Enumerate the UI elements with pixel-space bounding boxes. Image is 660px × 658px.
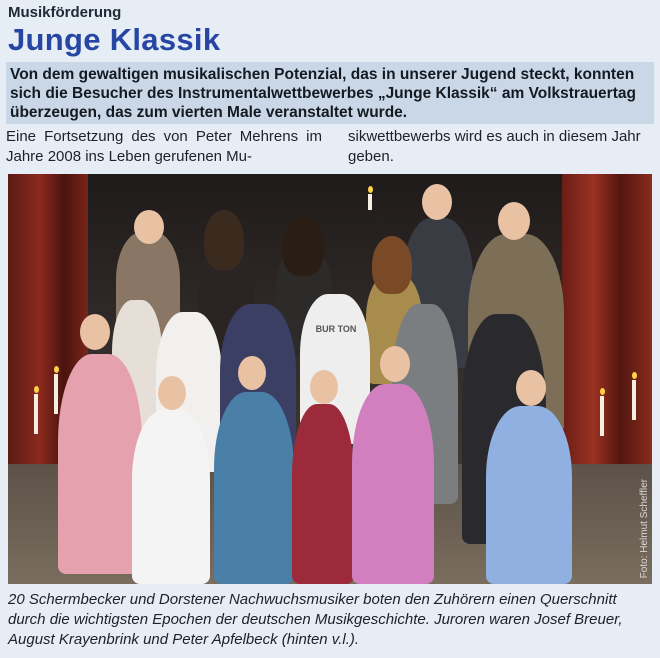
child-face-3 (238, 356, 266, 390)
child-front-3 (214, 392, 294, 584)
child-face-4 (310, 370, 338, 404)
candle-right-1 (600, 396, 604, 436)
child-back-3-hair (372, 236, 412, 294)
candle-left-1-flame (34, 386, 39, 393)
body-column-2: sikwettbewerbs wird es auch in diesem Jahr geben. (348, 128, 641, 165)
article-title: Junge Klassik (8, 22, 221, 57)
group-photo (8, 174, 652, 584)
child-front-4 (292, 404, 354, 584)
child-face-1 (80, 314, 110, 350)
candle-left-2 (54, 374, 58, 414)
child-face-6 (516, 370, 546, 406)
juror-left-head (134, 210, 164, 244)
photo-caption: 20 Schermbecker und Dorstener Nachwuchsmusiker boten den Zuhörern einen Querschnitt durch die wichtigsten Epochen der deutschen Musikgeschichte. Juroren waren Josef Breuer, August Krayenbrink und Peter Apfelbeck (hinten v.l.). (8, 591, 623, 648)
photo-credit: Foto: Helmut Scheffler (639, 478, 650, 578)
body-column-1: Eine Fortsetzung des von Peter Mehrens im Jahre 2008 ins Leben gerufenen Mu- (6, 128, 322, 165)
child-front-1 (58, 354, 142, 574)
child-front-6 (486, 406, 572, 584)
candle-right-2 (632, 380, 636, 420)
candle-left-2-flame (54, 366, 59, 373)
shirt-print: BUR TON (315, 324, 357, 334)
child-back-2-hair (282, 216, 324, 276)
candelabra-flame (368, 186, 373, 193)
child-front-2 (132, 410, 210, 584)
child-face-2 (158, 376, 186, 410)
section-kicker: Musikförderung (8, 4, 122, 21)
candle-right-1-flame (600, 388, 605, 395)
candelabra-candle (368, 194, 372, 210)
juror-right-head (498, 202, 530, 240)
child-front-5 (352, 384, 434, 584)
juror-middle-head (422, 184, 452, 220)
candle-left-1 (34, 394, 38, 434)
article-lead: Von dem gewaltigen musikalischen Potenzial, das in unserer Jugend steckt, konnten sich die Besucher des Instrumentalwettbewerbes „Junge Klassik“ am Volkstrauertag überzeugen, das zum vierten Male veranstaltet wurde. (6, 62, 654, 124)
candle-right-2-flame (632, 372, 637, 379)
child-back-1-hair (204, 210, 244, 270)
child-face-5 (380, 346, 410, 382)
